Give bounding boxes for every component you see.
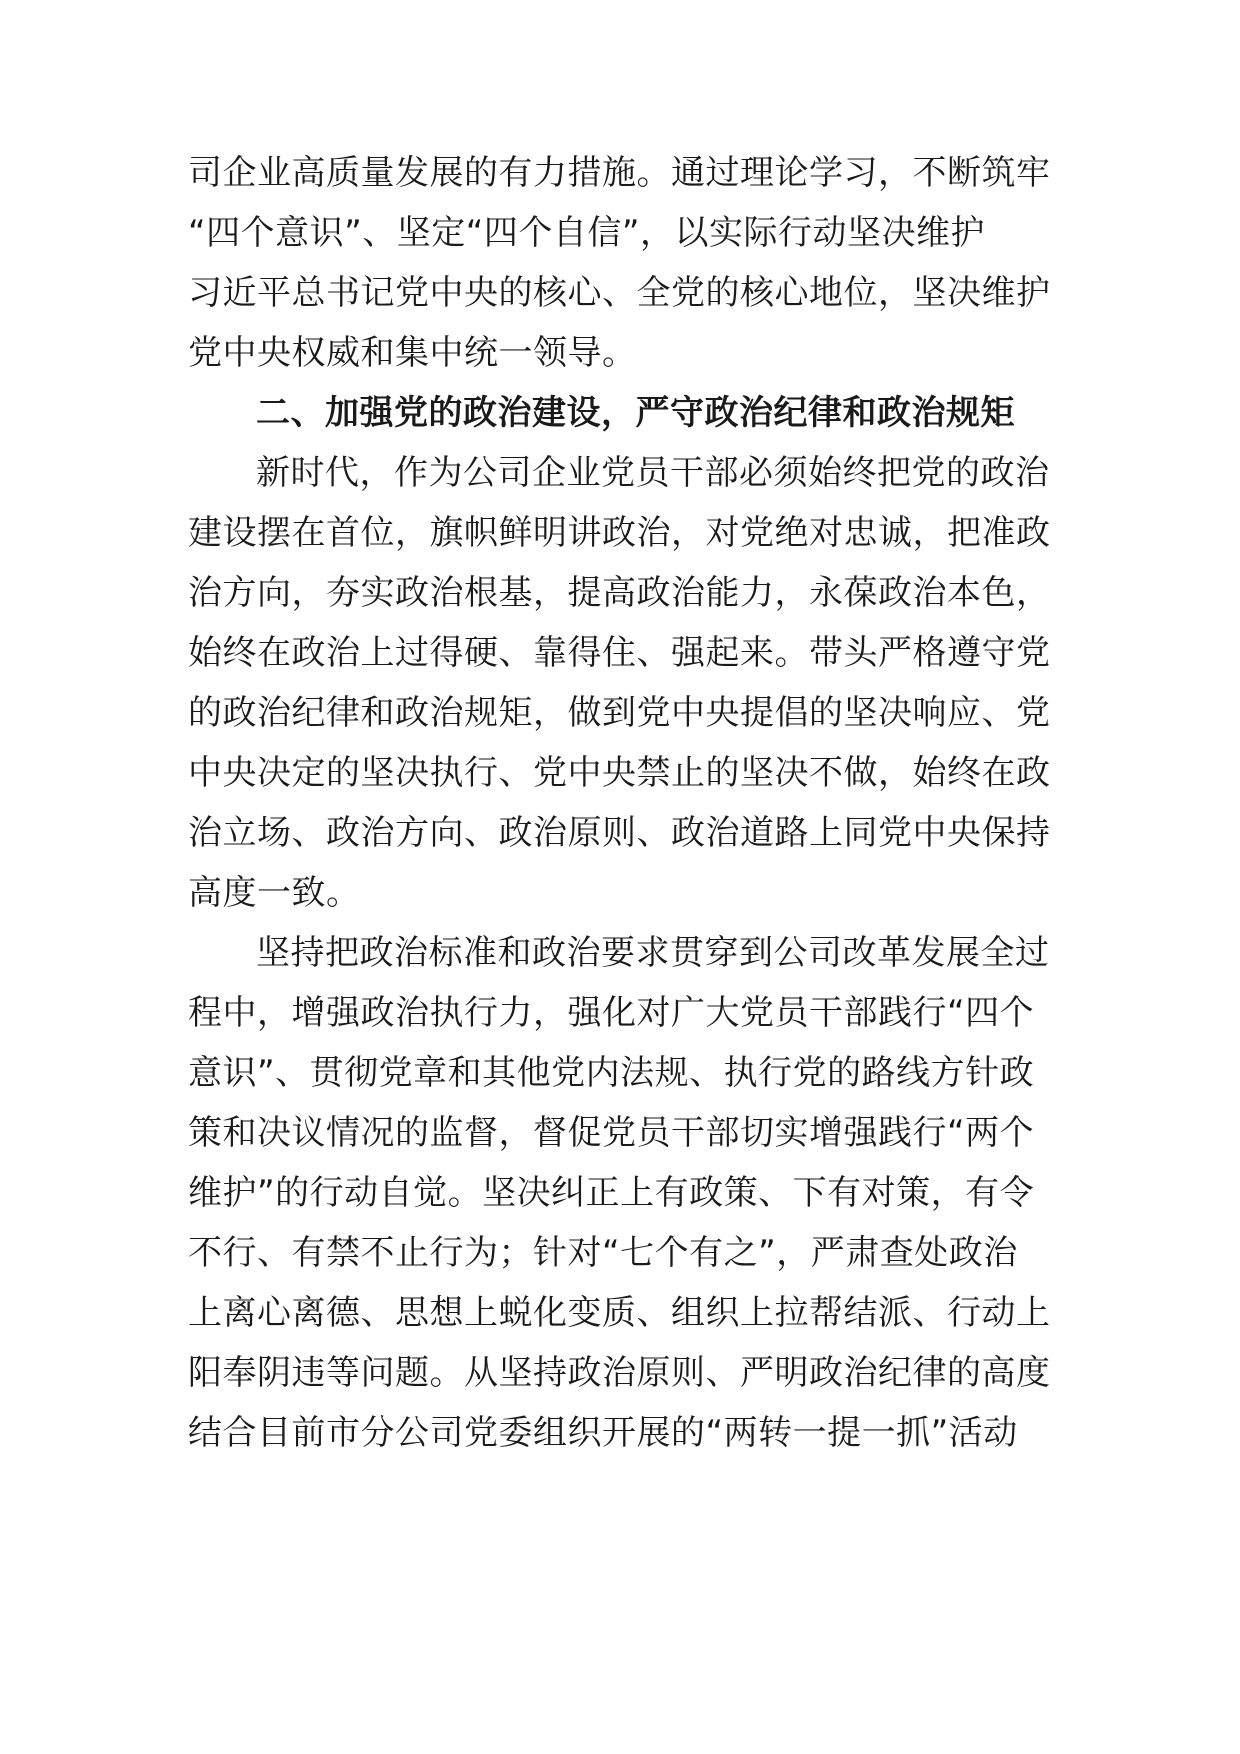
paragraph-first-line: 坚持把政治标准和政治要求贯穿到公司改革发展全过 xyxy=(256,933,1050,973)
paragraph-first-line: 新时代，作为公司企业党员干部必须始终把党的政治 xyxy=(256,453,1050,493)
text-line: 治立场、政治方向、政治原则、政治道路上同党中央保持 xyxy=(188,813,1051,853)
text-line: 意识”、贯彻党章和其他党内法规、执行党的路线方针政 xyxy=(188,1053,1035,1093)
text-line: 阳奉阴违等问题。从坚持政治原则、严明政治纪律的高度 xyxy=(188,1353,1051,1393)
text-line: 上离心离德、思想上蜕化变质、组织上拉帮结派、行动上 xyxy=(188,1293,1051,1333)
text-line: 结合目前市分公司党委组织开展的“两转一提一抓”活动 xyxy=(188,1413,1018,1453)
text-line: 不行、有禁不止行为；针对“七个有之”，严肃查处政治 xyxy=(188,1233,1018,1273)
text-line: 的政治纪律和政治规矩，做到党中央提倡的坚决响应、党 xyxy=(188,693,1051,733)
text-line: 中央决定的坚决执行、党中央禁止的坚决不做，始终在政 xyxy=(188,753,1051,793)
text-line: 治方向，夯实政治根基，提高政治能力，永葆政治本色， xyxy=(188,573,1051,613)
text-line: 维护”的行动自觉。坚决纠正上有政策、下有对策，有令 xyxy=(188,1173,1035,1213)
text-line: 始终在政治上过得硬、靠得住、强起来。带头严格遵守党 xyxy=(188,633,1051,673)
text-line: 程中，增强政治执行力，强化对广大党员干部践行“四个 xyxy=(188,993,1035,1033)
text-line: 高度一致。 xyxy=(188,873,361,913)
text-line: 建设摆在首位，旗帜鲜明讲政治，对党绝对忠诚，把准政 xyxy=(188,513,1051,553)
text-line: 党中央权威和集中统一领导。 xyxy=(188,333,637,373)
section-heading: 二、加强党的政治建设，严守政治纪律和政治规矩 xyxy=(256,393,1015,433)
text-line: “四个意识”、坚定“四个自信”，以实际行动坚决维护 xyxy=(188,213,985,253)
text-line: 策和决议情况的监督，督促党员干部切实增强践行“两个 xyxy=(188,1113,1035,1153)
text-line: 习近平总书记党中央的核心、全党的核心地位，坚决维护 xyxy=(188,273,1051,313)
text-line: 司企业高质量发展的有力措施。通过理论学习，不断筑牢 xyxy=(188,153,1051,193)
